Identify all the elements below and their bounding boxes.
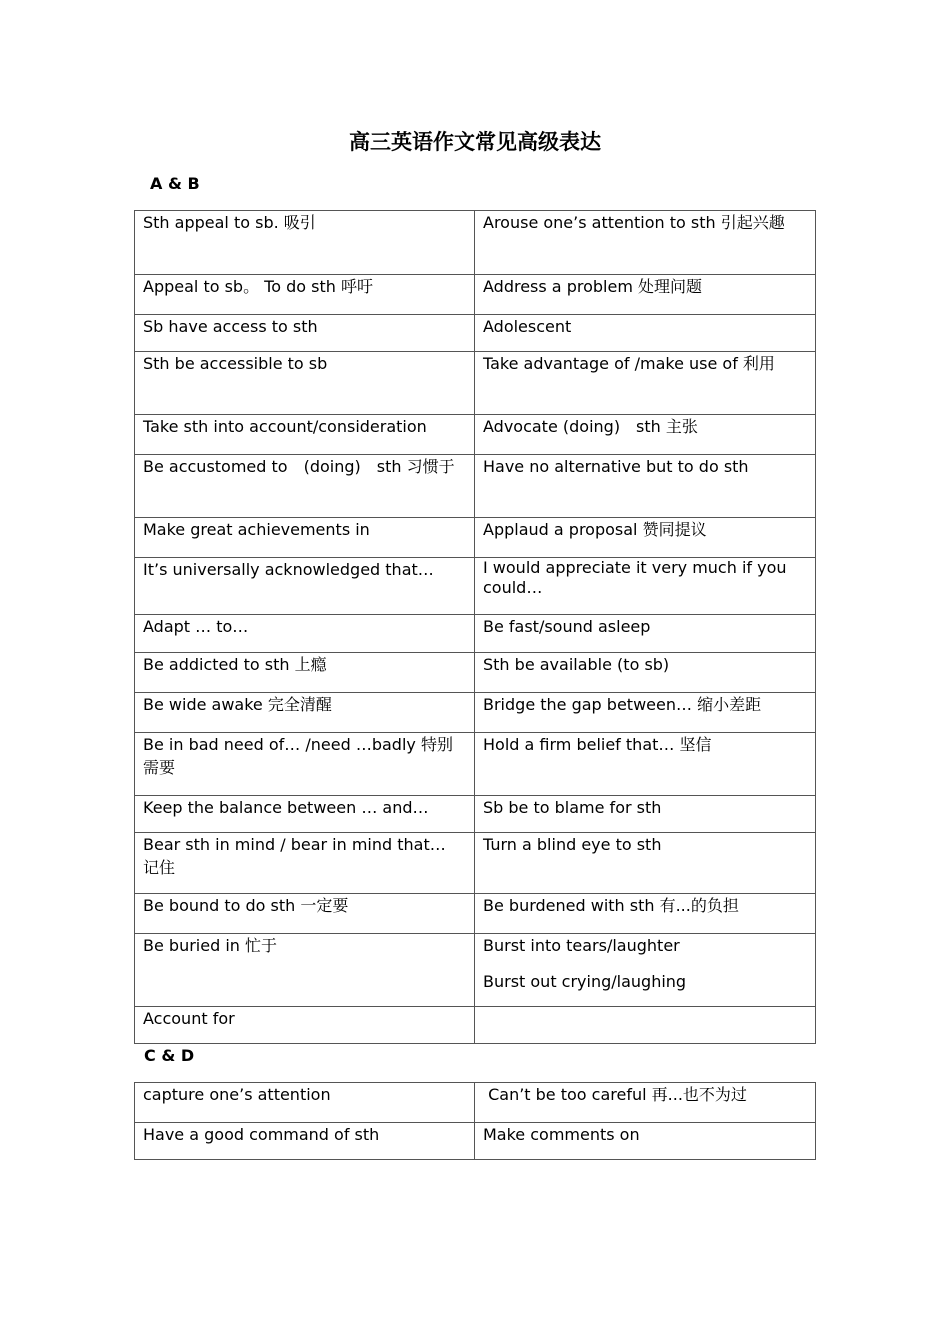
table-cell [135, 693, 475, 733]
table-row [135, 315, 816, 352]
table-cell [475, 315, 816, 352]
table-row [135, 1123, 816, 1160]
table-cell [135, 653, 475, 693]
expression-text: Sb be to blame for sth [483, 798, 662, 817]
table-row [135, 934, 816, 1007]
expression-text: Bear sth in mind / bear in mind that… 记住 [143, 835, 446, 877]
table-cell [135, 615, 475, 653]
table-cell [135, 934, 475, 1007]
table-cell [135, 455, 475, 518]
table-row [135, 733, 816, 796]
table-row [135, 1007, 816, 1044]
expression-text: Be addicted to sth 上瘾 [143, 655, 327, 674]
table-cell [135, 733, 475, 796]
table-cell [475, 518, 816, 558]
expression-text: Arouse one’s attention to sth 引起兴趣 [483, 213, 785, 232]
expression-text: Sth appeal to sb. 吸引 [143, 213, 316, 232]
table-row [135, 1083, 816, 1123]
expression-text: Appeal to sb。 To do sth 呼吁 [143, 277, 373, 296]
section-heading-a-b: A & B [150, 174, 200, 193]
page-title: 高三英语作文常见高级表达 [349, 130, 601, 154]
table-cell [135, 1123, 475, 1160]
expression-text: Bridge the gap between… 缩小差距 [483, 695, 762, 714]
table-row [135, 211, 816, 275]
table-cell [135, 352, 475, 415]
table-row [135, 894, 816, 934]
table-cell [475, 653, 816, 693]
expression-text: Turn a blind eye to sth [483, 835, 662, 854]
table-cell [475, 894, 816, 934]
expression-text: Be burdened with sth 有...的负担 [483, 896, 739, 915]
table-row [135, 615, 816, 653]
vocab-table-a-b [134, 210, 816, 1044]
expression-text: Burst out crying/laughing [483, 972, 687, 991]
table-cell [475, 615, 816, 653]
table-cell [135, 1083, 475, 1123]
expression-text: It’s universally acknowledged that… [143, 560, 434, 579]
table-row [135, 518, 816, 558]
table-cell [475, 796, 816, 833]
expression-text: capture one’s attention [143, 1085, 331, 1104]
table-cell [135, 315, 475, 352]
table-cell [135, 894, 475, 934]
table-row [135, 693, 816, 733]
expression-text: Be wide awake 完全清醒 [143, 695, 332, 714]
expression-text: Can’t be too careful 再...也不为过 [483, 1085, 747, 1104]
table-row [135, 352, 816, 415]
expression-text: Make comments on [483, 1125, 640, 1144]
table-cell [135, 1007, 475, 1044]
table-row [135, 415, 816, 455]
expression-text: Have a good command of sth [143, 1125, 380, 1144]
expression-text: Be buried in 忙于 [143, 936, 277, 955]
table-row [135, 558, 816, 615]
table-cell [135, 833, 475, 894]
expression-text: Make great achievements in [143, 520, 370, 539]
table-cell [475, 275, 816, 315]
expression-text: Take sth into account/consideration [143, 417, 427, 436]
table-cell [475, 455, 816, 518]
table-cell [135, 518, 475, 558]
table-cell [135, 275, 475, 315]
expression-text: Sth be accessible to sb [143, 354, 328, 373]
table-cell [475, 415, 816, 455]
table-cell [475, 1123, 816, 1160]
table-row [135, 653, 816, 693]
expression-text: Be fast/sound asleep [483, 617, 651, 636]
table-row [135, 796, 816, 833]
table-cell [135, 558, 475, 615]
expression-text: Adapt … to… [143, 617, 249, 636]
table-cell [475, 934, 816, 1007]
table-cell [475, 352, 816, 415]
expression-text: Take advantage of /make use of 利用 [483, 354, 775, 373]
table-cell [475, 211, 816, 275]
expression-text: Hold a firm belief that… 坚信 [483, 735, 712, 754]
expression-text: Applaud a proposal 赞同提议 [483, 520, 707, 539]
expression-text: Advocate (doing) sth 主张 [483, 417, 698, 436]
table-cell [475, 1007, 816, 1044]
table-cell [135, 415, 475, 455]
expression-text: Account for [143, 1009, 235, 1028]
expression-text: Have no alternative but to do sth [483, 457, 749, 476]
expression-text: Keep the balance between … and… [143, 798, 429, 817]
table-cell [475, 1083, 816, 1123]
table-cell [475, 733, 816, 796]
vocab-table-c-d [134, 1082, 816, 1160]
table-cell [475, 558, 816, 615]
table-row [135, 833, 816, 894]
expression-text: Be in bad need of… /need …badly 特别需要 [143, 735, 453, 777]
table-cell [135, 211, 475, 275]
table-row [135, 455, 816, 518]
table-cell [475, 693, 816, 733]
table-row [135, 275, 816, 315]
section-heading-c-d: C & D [144, 1046, 195, 1065]
expression-text: Be accustomed to (doing) sth 习惯于 [143, 457, 455, 476]
expression-text: Burst into tears/laughter [483, 936, 680, 955]
expression-text: Address a problem 处理问题 [483, 277, 702, 296]
expression-text: Sb have access to sth [143, 317, 318, 336]
expression-text: Sth be available (to sb) [483, 655, 670, 674]
table-cell [135, 796, 475, 833]
expression-text: I would appreciate it very much if you could… [483, 558, 787, 597]
table-cell [475, 833, 816, 894]
expression-text: Be bound to do sth 一定要 [143, 896, 349, 915]
expression-text: Adolescent [483, 317, 572, 336]
